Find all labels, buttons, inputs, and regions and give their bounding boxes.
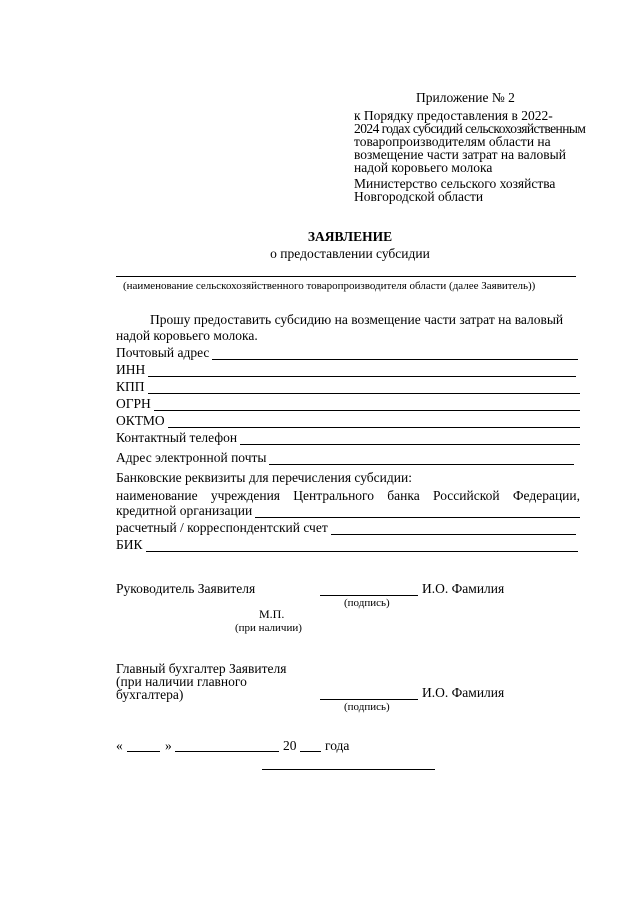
account-field[interactable] (331, 523, 576, 535)
account-row (116, 521, 576, 535)
phone-label: Контактный телефон (116, 430, 238, 445)
bik-field[interactable] (146, 540, 578, 552)
oktmo-field[interactable] (168, 416, 580, 428)
accountant-label-line-1: Главный бухгалтер Заявителя (116, 661, 287, 676)
bank-name-label-line-1: наименование учреждения Центрального банка Российской Федерации, (116, 488, 580, 503)
request-text-line-2: надой коровьего молока. (116, 328, 258, 343)
bik-label: БИК (116, 537, 143, 552)
addressee-line-2: Новгородской области (354, 189, 484, 204)
ogrn-label: ОГРН (116, 396, 151, 411)
document-title: ЗАЯВЛЕНИЕ (307, 229, 393, 244)
email-label: Адрес электронной почты (116, 450, 267, 465)
oktmo-label: ОКТМО (116, 413, 165, 428)
appendix-number: Приложение № 2 (416, 90, 515, 105)
order-reference-line-1: к Порядку предоставления в 2022- (354, 108, 553, 123)
date-close-quote: » (165, 738, 172, 753)
email-row (116, 451, 574, 465)
bik-row (116, 538, 578, 552)
inn-field[interactable] (148, 365, 576, 377)
accountant-signature-line[interactable] (320, 699, 418, 700)
applicant-name-line[interactable] (116, 276, 576, 277)
date-year-suffix: года (325, 738, 350, 753)
order-reference-line-2: 2024 годах субсидий сельскохозяйственным (354, 121, 586, 136)
bank-name-field[interactable] (255, 506, 580, 518)
head-signature-name: И.О. Фамилия (422, 581, 505, 596)
date-year-field[interactable] (300, 751, 321, 752)
ogrn-row (116, 397, 580, 411)
account-label: расчетный / корреспондентский счет (116, 520, 328, 535)
bank-details-heading: Банковские реквизиты для перечисления субсидии: (116, 470, 412, 485)
head-signature-caption: (подпись) (344, 597, 390, 609)
head-signature-line[interactable] (320, 595, 418, 596)
phone-field[interactable] (240, 433, 580, 445)
kpp-label: КПП (116, 379, 145, 394)
date-month-field[interactable] (175, 751, 279, 752)
date-open-quote: « (116, 738, 123, 753)
kpp-field[interactable] (148, 382, 580, 394)
accountant-signature-name: И.О. Фамилия (422, 685, 505, 700)
bottom-rule-divider (262, 769, 435, 770)
order-reference-line-5: надой коровьего молока (354, 160, 493, 175)
email-field[interactable] (269, 453, 574, 465)
order-reference-line-3: товаропроизводителям области на (354, 134, 551, 149)
inn-label: ИНН (116, 362, 146, 377)
request-text-line-1: Прошу предоставить субсидию на возмещение части затрат на валовый (150, 312, 564, 327)
inn-row (116, 363, 576, 377)
head-signature-label: Руководитель Заявителя (116, 581, 256, 596)
document-subtitle: о предоставлении субсидии (270, 246, 430, 261)
postal-address-row (116, 346, 578, 360)
stamp-caption: (при наличии) (235, 622, 302, 634)
postal-address-label: Почтовый адрес (116, 345, 210, 360)
postal-address-field[interactable] (212, 348, 578, 360)
phone-row (116, 431, 580, 445)
oktmo-row (116, 414, 580, 428)
bank-name-label-line-2: кредитной организации (116, 503, 253, 518)
stamp-label: М.П. (259, 607, 285, 621)
accountant-label-line-2: (при наличии главного (116, 674, 247, 689)
accountant-label-line-3: бухгалтера) (116, 687, 184, 702)
date-year-prefix: 20 (283, 738, 297, 753)
accountant-signature-caption: (подпись) (344, 701, 390, 713)
date-day-field[interactable] (127, 751, 160, 752)
kpp-row (116, 380, 580, 394)
addressee-line-1: Министерство сельского хозяйства (354, 176, 556, 191)
bank-name-row (116, 504, 580, 518)
order-reference-line-4: возмещение части затрат на валовый (354, 147, 566, 162)
applicant-name-caption: (наименование сельскохозяйственного товаропроизводителя области (далее Заявитель)) (123, 280, 536, 292)
ogrn-field[interactable] (154, 399, 580, 411)
